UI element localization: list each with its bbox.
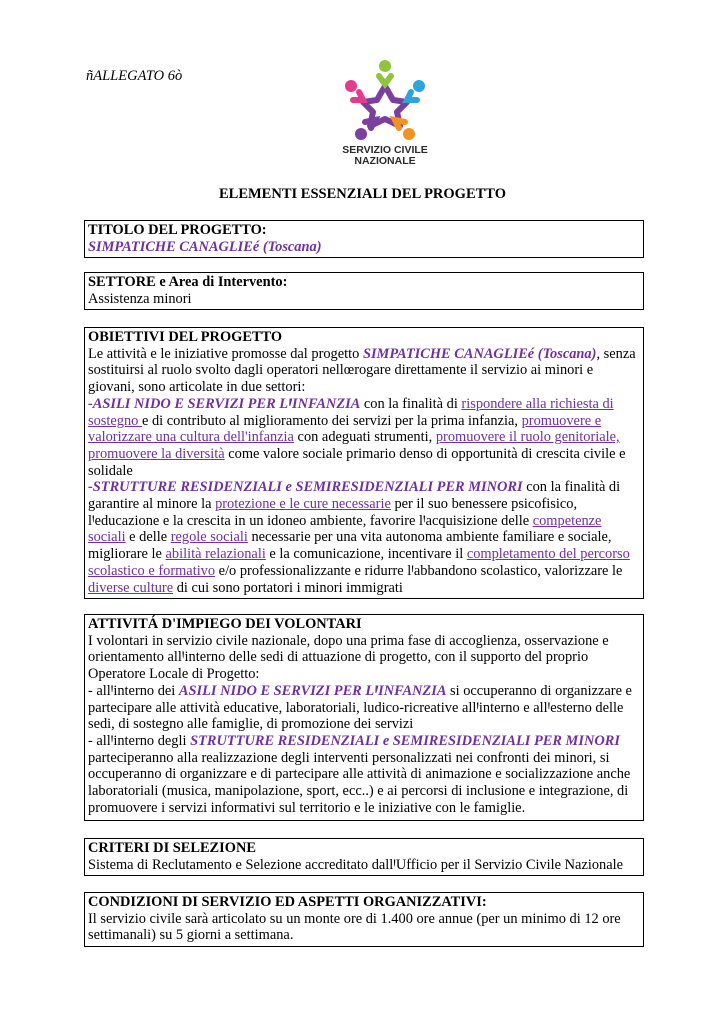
obiettivi-box xyxy=(84,327,644,599)
obiettivi-intro: Le attività e le iniziative promosse dal progetto SIMPATICHE CANAGLIEé (Toscana), senza sostituirsi al ruolo svolto dagli operatori nellœrogare direttamente il servizio ai minori e giovani, sono articolate in due settori: xyxy=(88,345,636,396)
attivita-asili-title: ASILI NIDO E SERVIZI PER LꞋINFANZIA xyxy=(178,682,447,699)
condizioni-value: Il servizio civile sarà articolato su un monte ore di 1.400 ore annue (per un minimo di 12 ore settimanali) su 5 giorni a settimana. xyxy=(88,910,621,944)
link-sostegno[interactable]: rispondere alla richiesta di sostegno xyxy=(88,395,614,429)
link-ruolo-genitoriale[interactable]: promuovere il ruolo genitoriale, xyxy=(435,429,620,446)
document-title: ELEMENTI ESSENZIALI DEL PROGETTO xyxy=(218,186,506,202)
settore-heading: SETTORE xyxy=(88,274,156,290)
obiettivi-project: SIMPATICHE CANAGLIEé (Toscana) xyxy=(362,345,597,362)
settore-box xyxy=(84,272,644,310)
obiettivi-strutture: -STRUTTURE RESIDENZIALI e SEMIRESIDENZIALI PER MINORI con la finalità di garantire al minore la protezione e le cure necessarie per il suo benessere psicofisico, lꞋeducazione e la crescita in un idoneo ambiente, favorire lꞋacquisizione delle competenze sociali e delle regole sociali necessarie per una vita autonoma ambiente familiare e sociale, migliorare le abilità relazionali e la comunicazione, incentivare il completamento del percorso scolastico e formativo e/o professionalizzante e ridurre lꞋabbandono scolastico, valorizzare le diverse culture di cui sono portatori i minori immigrati xyxy=(88,479,630,596)
condizioni-box xyxy=(84,892,644,947)
criteri-box xyxy=(84,838,644,876)
obiettivi-asili: -ASILI NIDO E SERVIZI PER LꞋINFANZIA con la finalità di rispondere alla richiesta di sostegno e di contributo al miglioramento dei servizi per la prima infanzia, promuovere e valorizzare una cultura dell'infanzia con adeguati strumenti, promuovere il ruolo genitoriale, promuovere la diversità come valore sociale primario denso di opportunità di crescita civile e solidale xyxy=(88,395,626,479)
link-competenze-sociali[interactable]: competenze sociali xyxy=(88,512,602,546)
link-percorso-scolastico[interactable]: completamento del percorso scolastico e formativo xyxy=(88,546,630,579)
strutture-title: -STRUTTURE RESIDENZIALI e SEMIRESIDENZIALI PER MINORI xyxy=(88,479,523,496)
titolo-box xyxy=(84,220,644,258)
attivita-strutture-title: STRUTTURE RESIDENZIALI e SEMIRESIDENZIALI PER MINORI xyxy=(190,732,620,749)
logo-line-2: NAZIONALE xyxy=(354,155,416,167)
attivita-strutture: - allꞋinterno degli STRUTTURE RESIDENZIALI e SEMIRESIDENZIALI PER MINORI parteciperanno alla realizzazione degli interventi personalizzati nei confronti dei minori, si occuperanno di organizzare e di partecipare alle attività di animazione e socializzazione anche laboratoriali (musica, manipolazione, sport, ecc..) e ai percorsi di inclusione e integrazione, di promuovere i servizi informativi sul territorio e le iniziative con le famiglie. xyxy=(88,732,631,816)
link-diversita[interactable]: promuovere la diversità xyxy=(88,445,225,462)
logo-star-icon xyxy=(337,56,433,144)
attivita-heading: ATTIVITÁ D'IMPIEGO DEI VOLONTARI xyxy=(88,616,362,632)
criteri-value: Sistema di Reclutamento e Selezione accreditato dallꞋUfficio per il Servizio Civile Nazionale xyxy=(88,856,623,873)
settore-heading-rest: e Area di Intervento: xyxy=(155,274,288,290)
link-regole-sociali[interactable]: regole sociali xyxy=(170,529,248,546)
servizio-civile-logo xyxy=(332,56,438,167)
criteri-heading: CRITERI DI SELEZIONE xyxy=(88,840,256,856)
logo-line-1: SERVIZIO CIVILE xyxy=(342,144,428,156)
obiettivi-heading: OBIETTIVI DEL PROGETTO xyxy=(88,329,283,345)
allegato-label: ñALLEGATO 6ò xyxy=(86,68,183,84)
condizioni-heading: CONDIZIONI DI SERVIZIO ED ASPETTI ORGANIZZATIVI: xyxy=(88,894,487,910)
attivita-intro: I volontari in servizio civile nazionale, dopo una prima fase di accoglienza, osservazione e orientamento allꞋinterno delle sedi di attuazione di progetto, con il supporto del proprio Operatore Locale di Progetto: xyxy=(88,632,609,683)
link-abilita-relazionali[interactable]: abilità relazionali xyxy=(165,546,266,563)
link-protezione[interactable]: protezione e le cure necessarie xyxy=(215,496,391,513)
link-diverse-culture[interactable]: diverse culture xyxy=(88,579,174,596)
settore-value: Assistenza minori xyxy=(88,290,192,307)
project-region: (Toscana) xyxy=(259,238,322,255)
link-cultura-infanzia[interactable]: promuovere e valorizzare una cultura dell'infanzia xyxy=(88,412,602,446)
attivita-box xyxy=(84,614,644,821)
titolo-heading: TITOLO DEL PROGETTO: xyxy=(88,222,267,238)
attivita-asili: - allꞋinterno dei ASILI NIDO E SERVIZI PER LꞋINFANZIA si occuperanno di organizzare e partecipare alle attività educative, laboratoriali, ludico-ricreative allꞋinterno e allꞋesterno delle sedi, di sostegno alle famiglie, di promozione dei servizi xyxy=(88,682,632,733)
asili-title: -ASILI NIDO E SERVIZI PER LꞋINFANZIA xyxy=(88,395,361,412)
project-name: SIMPATICHE CANAGLIEé xyxy=(88,238,260,255)
